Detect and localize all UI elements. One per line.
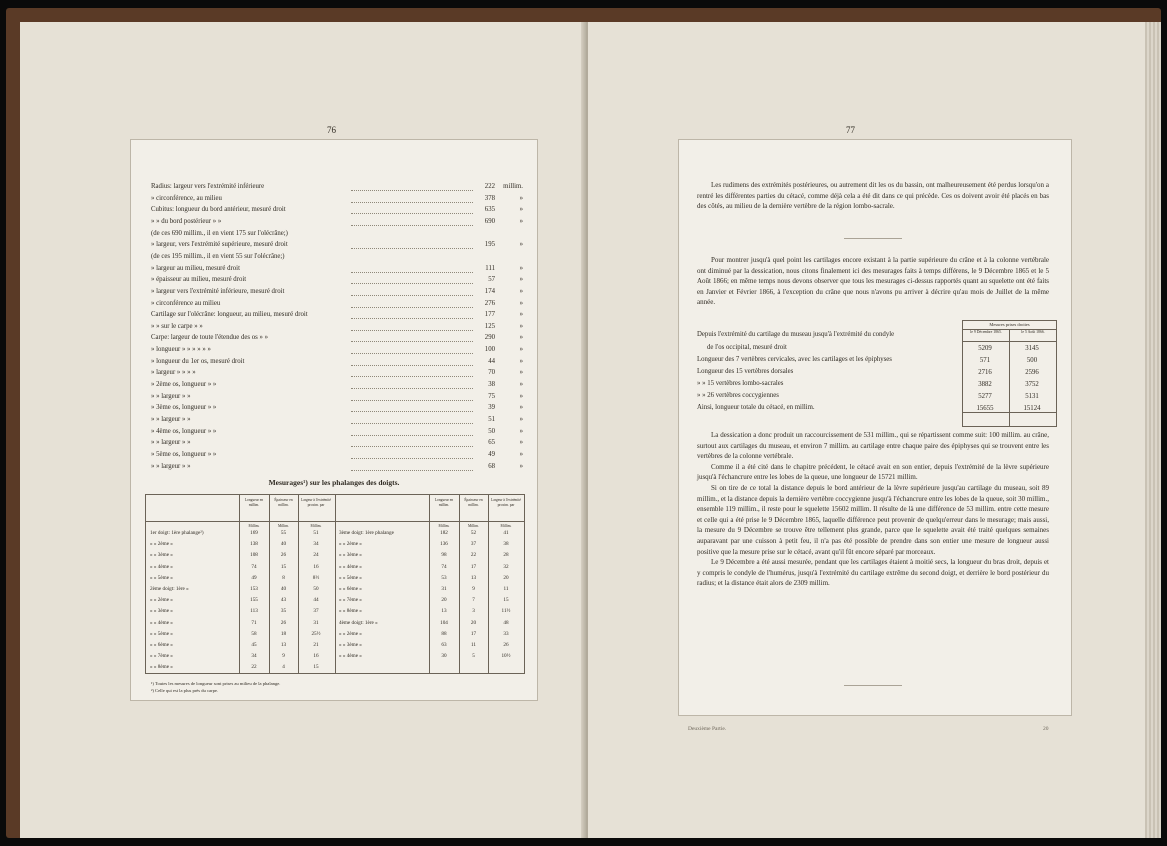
measurement-unit: » — [519, 369, 523, 377]
phalanx-label: » » 6ème » — [339, 586, 362, 592]
measurement-value: 49 — [488, 450, 495, 458]
phalanx-value: 25½ — [311, 630, 321, 637]
phalanx-label: » » 5ème » — [150, 574, 173, 581]
phalanx-value: 74 — [251, 563, 257, 570]
measurement-unit: » — [519, 392, 523, 400]
book-spread — [6, 8, 1161, 838]
phalanx-value: 45 — [251, 642, 257, 648]
phalanx-value: 155 — [250, 597, 258, 604]
column-header: Largeur à l'extrémité proxim. par — [301, 498, 331, 507]
phalanx-value: 20 — [441, 597, 447, 604]
measurement-row — [151, 265, 523, 276]
measurement-value: 222 — [484, 183, 495, 190]
phalanx-value: 49 — [251, 574, 257, 581]
phalanx-value: 26 — [280, 552, 287, 559]
measurement-label: » longueur du 1er os, mesuré droit — [151, 357, 245, 365]
phalanx-value: 34 — [251, 653, 257, 660]
measurement-unit: » — [519, 276, 523, 284]
leader-dots — [351, 365, 473, 366]
phalanx-value: 113 — [250, 608, 258, 615]
measures-value: 5131 — [1025, 393, 1039, 400]
phalanx-value: 43 — [280, 597, 287, 604]
measurement-unit: » — [519, 357, 523, 365]
measurement-row — [151, 463, 523, 474]
phalanx-value: 55 — [280, 530, 287, 536]
phalanx-value: 40 — [280, 586, 287, 592]
phalanx-value: 104 — [440, 619, 448, 626]
phalanx-value: 30 — [441, 653, 447, 660]
measurement-label: » circonférence au milieu — [151, 299, 221, 307]
phalanx-value: 71 — [251, 619, 257, 626]
footnote: ²) Celle qui est la plus près du carpe. — [151, 688, 219, 693]
unit-label: Millim. — [248, 524, 260, 528]
phalanx-value: 44 — [313, 597, 319, 604]
measurement-row — [151, 288, 523, 299]
page-number: 77 — [846, 125, 855, 135]
measurement-value: 690 — [484, 217, 495, 225]
measurement-value: 65 — [488, 439, 495, 447]
measures-table — [697, 320, 1055, 425]
phalanx-value: 51 — [313, 530, 319, 536]
measurement-unit: » — [519, 194, 523, 202]
measures-row-label: Longueur des 7 vertèbres cervicales, avec les cartilages et les épiphyses — [697, 356, 892, 363]
paragraph-text: La dessication a donc produit un raccourcissement de 531 millim., qui se répartissent comme suit: 100 millim. au crâne, surtout aux cartilages du museau, et environ 7 millim. au cartilage entre chaque paire des épiphyses qui se trouvent entre les vertèbres de la colonne vertébrale. — [697, 431, 1049, 461]
phalanx-label: » » 8ème » — [339, 608, 362, 615]
measurement-label: » épaisseur au milieu, mesuré droit — [151, 276, 247, 284]
measures-header: Mesures prises droites — [989, 322, 1030, 327]
measurement-unit: » — [519, 404, 523, 412]
column-header: Épaisseur en millim. — [464, 498, 483, 507]
measurement-row — [151, 381, 523, 392]
phalanx-label: » » 3ème » — [339, 552, 362, 559]
phalanx-value: 17 — [470, 630, 477, 637]
phalanx-label: » » 2ème » — [150, 541, 173, 548]
measurement-unit: » — [519, 439, 523, 447]
leader-dots — [351, 458, 473, 459]
measurement-value: 68 — [488, 462, 495, 470]
phalanx-value: 34 — [313, 541, 319, 548]
measurement-value: 51 — [488, 416, 495, 423]
phalanx-value: 40 — [280, 541, 287, 548]
phalanx-value: 32 — [503, 563, 509, 570]
measurement-row — [151, 253, 523, 264]
phalanx-value: 48 — [503, 619, 509, 626]
phalanx-value: 35 — [280, 608, 287, 615]
separator — [844, 238, 902, 239]
measurement-unit: » — [519, 334, 523, 342]
phalanx-value: 26 — [280, 619, 287, 626]
phalanges-heading: Mesurages¹) sur les phalanges des doigts. — [268, 478, 400, 487]
measurement-row — [151, 311, 523, 322]
phalanx-value: 15 — [503, 597, 509, 604]
phalanx-value: 5 — [472, 653, 475, 660]
phalanx-label: 4ème doigt: 1ère » — [339, 619, 378, 626]
footer-signature: 20 — [1043, 726, 1049, 732]
page-number: 76 — [327, 125, 336, 135]
leader-dots — [351, 272, 473, 273]
measurement-label: (de ces 690 millim., il en vient 175 sur l'olécrâne;) — [151, 229, 288, 237]
phalanx-value: 8½ — [312, 574, 320, 581]
measurement-unit: » — [519, 462, 523, 470]
leader-dots — [351, 248, 473, 249]
measurement-row — [151, 334, 523, 345]
measurement-row — [151, 404, 523, 415]
measurement-label: » » largeur » » — [151, 416, 191, 423]
phalanx-value: 22 — [251, 664, 257, 671]
measurement-value: 57 — [488, 276, 495, 284]
measurement-unit: » — [519, 381, 523, 389]
phalanx-label: » » 3ème » — [150, 552, 173, 559]
measurement-label: » 2ème os, longueur » » — [151, 381, 217, 389]
measurement-value: 635 — [484, 206, 495, 214]
phalanx-value: 37 — [313, 608, 319, 615]
footnote: ¹) Toutes les mesures de longueur sont prises au milieu de la phalange. — [151, 681, 281, 686]
phalanx-label: » » 4ème » — [339, 653, 362, 660]
paragraph-text: Si on tire de ce total la distance depuis le bord antérieur de la lèvre supérieure jusqu'au cartilage du museau, soit 89 millim., et la distance depuis la dernière vertèbre coccygienne jusqu'à l'échancrure entre les lobes de la queue, soit 30 millim., ensemble 119 millim., il reste pour le squelette 15602 millim. Il résulte de là une différence de 53 millim. entre cette mesure et celle qui a été prise le 9 Décembre 1865, laquelle différence peut provenir de quelqu'erreur dans le mesurage; mais aussi, la mesure du 9 Décembre se trouve être tellement plus grande, parce que le squelette avait été traité quelques semaines auparavant par une cuisson à petit feu, il n'a pas été possible de prendre dans son entier une mesure de longueur aussi positive que la mesure prise sur le cétacé, avant qu'il fût encore séparé par morceaux. — [697, 483, 1050, 556]
measures-row-label: Depuis l'extrémité du cartilage du museau jusqu'à l'extrémité du condyle — [697, 331, 895, 338]
measurement-value: 177 — [484, 311, 495, 319]
measures-value: 15655 — [976, 405, 994, 412]
phalanx-label: » » 2ème » — [339, 541, 362, 548]
measurement-unit: » — [519, 450, 523, 458]
table-rule — [146, 521, 524, 522]
phalanx-value: 182 — [440, 530, 448, 536]
phalanx-value: 41 — [503, 530, 509, 536]
leader-dots — [351, 225, 473, 226]
phalanx-value: 108 — [250, 552, 258, 559]
phalanx-value: 16 — [313, 563, 319, 570]
measurement-unit: » — [519, 264, 523, 272]
measurement-label: » » du bord postérieur » » — [151, 217, 222, 225]
leader-dots — [351, 400, 473, 401]
phalanx-value: 28 — [503, 552, 509, 559]
measures-value: 3145 — [1025, 345, 1039, 352]
measurement-unit: » — [519, 322, 523, 330]
measurement-value: 125 — [484, 322, 495, 330]
measurement-value: 100 — [484, 346, 495, 354]
leader-dots — [351, 388, 473, 389]
phalanx-value: 9 — [472, 586, 475, 592]
measurement-row — [151, 428, 523, 439]
measurement-value: 174 — [484, 287, 495, 295]
phalanx-value: 136 — [440, 541, 448, 548]
leader-dots — [351, 423, 473, 424]
phalanx-label: » » 6ème » — [150, 642, 173, 648]
measurement-row — [151, 183, 523, 194]
measurement-unit: » — [519, 299, 523, 307]
phalanx-value: 74 — [441, 563, 447, 570]
measurement-row — [151, 358, 523, 369]
measures-value: 5209 — [978, 345, 992, 352]
phalanx-value: 24 — [313, 552, 319, 559]
measurement-label: » largeur au milieu, mesuré droit — [151, 264, 240, 272]
phalanx-label: » » 3ème » — [339, 642, 362, 648]
footer-part: Deuxième Partie. — [688, 726, 727, 732]
paragraph — [697, 180, 1049, 212]
paragraph — [697, 430, 1049, 589]
phalanx-value: 33 — [503, 630, 509, 637]
leader-dots — [351, 307, 473, 308]
unit-label: Millim. — [468, 524, 479, 528]
phalanx-value: 17 — [470, 563, 477, 570]
phalanx-value: 31 — [313, 619, 319, 626]
measurement-row — [151, 369, 523, 380]
phalanx-value: 13 — [470, 574, 477, 581]
paragraph-text: Le 9 Décembre a été aussi mesurée, pendant que les cartilages étaient à moitié secs, la longueur du bras droit, depuis et y compris le condyle de l'humérus, jusqu'à l'extrémité du cartilage extrême du second doigt, et derrière le bord postérieur du radius; et la distance était alors de 2309 millim. — [697, 558, 1049, 588]
phalanx-value: 31 — [441, 586, 447, 592]
measurement-label: » » sur le carpe » » — [151, 322, 203, 330]
phalanx-value: 50 — [313, 586, 319, 592]
measures-row-label: » » 15 vertèbres lombo-sacrales — [697, 380, 784, 387]
separator — [844, 685, 902, 686]
measurement-row — [151, 206, 523, 217]
phalanx-value: 15 — [280, 563, 287, 570]
measurement-value: 276 — [484, 299, 495, 307]
phalanx-value: 58 — [251, 630, 257, 637]
phalanx-label: 2ème doigt: 1ère » — [150, 586, 189, 592]
measurement-label: » longueur » » » » » » — [151, 346, 211, 354]
measures-row-label: Ainsi, longueur totale du cétacé, en millim. — [697, 404, 815, 411]
measurement-unit: » — [519, 206, 523, 214]
measurement-value: 70 — [488, 369, 495, 377]
measurement-row — [151, 195, 523, 206]
measurement-unit: » — [519, 241, 523, 249]
text-plate — [678, 139, 1072, 716]
page-edges — [1145, 22, 1161, 838]
measurement-row — [151, 393, 523, 404]
leader-dots — [351, 190, 473, 191]
leader-dots — [351, 446, 473, 447]
unit-label: Millim. — [500, 524, 512, 528]
measures-value: 5277 — [978, 393, 992, 400]
phalanx-label: » » 4ème » — [150, 563, 173, 570]
measurement-label: Carpe: largeur de toute l'étendue des os » » — [151, 334, 268, 342]
unit-label: Millim. — [310, 524, 322, 528]
phalanx-value: 13 — [441, 608, 447, 615]
measurement-label: » largeur, vers l'extrémité supérieure, mesuré droit — [151, 241, 288, 249]
unit-label: Millim. — [438, 524, 450, 528]
measurement-label: » largeur vers l'extrémité inférieure, mesuré droit — [151, 287, 285, 295]
paragraph-text: Les rudimens des extrémités postérieures, ou autrement dit les os du bassin, ont malheureusement été perdus lorsqu'on a rentré les différentes parties du cétacé, comme déjà cela a été dit dans ce qui précède. Ces os doivent avoir été placés en bas des côtés, au milieu de la dernière vertèbre de la région lombo-sacrale. — [697, 181, 1049, 211]
leader-dots — [351, 330, 473, 331]
phalanx-value: 13 — [280, 642, 287, 648]
measurement-label: (de ces 195 millim., il en vient 55 sur l'olécrâne;) — [151, 252, 285, 260]
phalanx-value: 9 — [282, 653, 285, 660]
phalanx-label: » » 2ème » — [150, 597, 173, 604]
leader-dots — [351, 353, 473, 354]
measurement-label: » » largeur » » — [151, 439, 191, 447]
measurement-row — [151, 323, 523, 334]
measurement-row — [151, 218, 523, 229]
phalanx-label: » » 5ème » — [339, 574, 362, 581]
unit-label: Millim. — [278, 524, 289, 528]
measures-value: 3752 — [1025, 381, 1039, 388]
measurement-unit: » — [519, 427, 523, 435]
measurement-value: 111 — [485, 264, 495, 272]
measures-row-label: Longueur des 15 vertèbres dorsales — [697, 368, 794, 375]
measurement-label: Cubitus: longueur du bord antérieur, mesuré droit — [151, 206, 286, 214]
right-page — [588, 22, 1145, 838]
phalanx-label: » » 8ème » — [150, 664, 173, 671]
col-header: le 9 Décembre 1865. — [970, 330, 1002, 334]
measurement-unit: » — [519, 416, 523, 423]
measurement-value: 50 — [488, 427, 495, 435]
phalanx-label: » » 3ème » — [150, 608, 173, 615]
measurements-plate — [130, 139, 538, 701]
leader-dots — [351, 202, 473, 203]
measurement-label: » circonférence, au milieu — [151, 194, 222, 202]
phalanx-value: 4 — [282, 664, 285, 671]
measurement-row — [151, 451, 523, 462]
measurement-value: 44 — [488, 357, 495, 365]
measurement-unit: » — [519, 346, 523, 354]
phalanx-value: 26 — [503, 642, 509, 648]
measures-value: 2596 — [1025, 369, 1039, 376]
phalanx-value: 169 — [250, 530, 258, 536]
measurement-row — [151, 439, 523, 450]
measures-value: 15124 — [1023, 405, 1041, 412]
measurement-label: » largeur » » » » — [151, 369, 196, 377]
phalanx-value: 11 — [503, 586, 509, 592]
column-header: Largeur à l'extrémité proxim. par — [491, 498, 521, 507]
phalanx-value: 20 — [503, 574, 509, 581]
left-page — [20, 22, 585, 838]
measurement-value: 38 — [488, 381, 495, 389]
phalanx-value: 11 — [471, 642, 476, 648]
phalanx-value: 18 — [280, 630, 287, 637]
measurement-label: » 5ème os, longueur » » — [151, 450, 217, 458]
paragraph — [697, 255, 1049, 308]
leader-dots — [351, 283, 473, 284]
measurement-value: 195 — [484, 241, 495, 249]
leader-dots — [351, 213, 473, 214]
phalanx-value: 153 — [250, 586, 258, 592]
phalanx-value: 88 — [441, 630, 447, 637]
measurement-label: » 3ème os, longueur » » — [151, 404, 217, 412]
phalanx-value: 16 — [313, 653, 319, 660]
phalanx-value: 22 — [470, 552, 477, 559]
phalanx-value: 38 — [503, 541, 509, 548]
measurement-value: 290 — [484, 334, 495, 342]
phalanx-value: 138 — [250, 541, 258, 548]
measurement-unit: » — [519, 287, 523, 295]
measurement-row — [151, 230, 523, 241]
column-header: Longueur en millim. — [434, 498, 454, 507]
phalanx-label: » » 4ème » — [150, 619, 173, 626]
leader-dots — [351, 411, 473, 412]
measurement-row — [151, 241, 523, 252]
measurement-unit: » — [519, 217, 523, 225]
phalanx-value: 63 — [441, 642, 447, 648]
measurement-unit: » — [519, 311, 523, 319]
measures-value: 3882 — [978, 381, 992, 388]
measures-row-label: » » 26 vertèbres coccygiennes — [697, 392, 779, 399]
measurement-label: » » largeur » » — [151, 392, 191, 400]
measures-row-label: de l'os occipital, mesuré droit — [707, 344, 787, 351]
measurement-value: 378 — [484, 194, 495, 202]
measurement-row — [151, 276, 523, 287]
leader-dots — [351, 435, 473, 436]
phalanx-label: 3ème doigt: 1ère phalange — [339, 530, 394, 536]
measures-value: 500 — [1026, 357, 1038, 364]
phalanx-value: 3 — [472, 608, 475, 615]
phalanx-label: » » 7ème » — [150, 653, 173, 660]
col-header: le 5 Août 1866. — [1021, 330, 1045, 334]
phalanx-label: » » 2ème » — [339, 630, 362, 637]
measurement-value: 39 — [488, 404, 495, 412]
measurement-row — [151, 300, 523, 311]
phalanx-value: 53 — [441, 574, 447, 581]
measurement-label: Radius: largeur vers l'extrémité inférieure — [151, 183, 265, 190]
paragraph-text: Comme il a été cité dans le chapitre précédent, le cétacé avait en son entier, depuis l'extrémité de la lèvre supérieure jusqu'à l'échancrure entre les lobes de la queue, une longueur de 15721 millim. — [697, 462, 1049, 482]
phalanx-value: 11½ — [501, 608, 511, 615]
phalanx-value: 21 — [313, 642, 319, 648]
paragraph-text: Pour montrer jusqu'à quel point les cartilages encore existant à la partie supérieure du crâne et à la colonne vertébrale ont diminué par la dessication, nous citons finalement ici des mesurages faits à temps différens, le 9 Décembre 1865 et le 5 Août 1866; en même temps nous devons observer que tous les mesurages ci-dessus rapportés quant au squelette ont été faits en Janvier et Février 1866, à l'exception du crâne que nous n'avons pu arriver à décrire qu'au mois de Juillet de la même année. — [697, 256, 1049, 307]
measurement-label: Cartilage sur l'olécrâne: longueur, au milieu, mesuré droit — [151, 311, 308, 319]
phalanx-value: 37 — [470, 541, 477, 548]
measures-value: 2716 — [978, 369, 992, 376]
leader-dots — [351, 376, 473, 377]
phalanges-table — [145, 494, 525, 674]
leader-dots — [351, 295, 473, 296]
leader-dots — [351, 318, 473, 319]
column-header: Longueur en millim. — [244, 498, 264, 507]
measurement-row — [151, 416, 523, 427]
column-header: Épaisseur en millim. — [274, 498, 293, 507]
measures-value: 571 — [979, 357, 991, 364]
phalanx-value: 7 — [472, 597, 475, 604]
phalanx-value: 10½ — [501, 653, 511, 660]
phalanx-value: 8 — [282, 574, 285, 581]
leader-dots — [351, 341, 473, 342]
measurement-label: » » largeur » » — [151, 462, 191, 470]
phalanx-label: » » 7ème » — [339, 597, 362, 604]
phalanx-value: 52 — [470, 530, 477, 536]
phalanx-value: 20 — [470, 619, 477, 626]
phalanx-value: 15 — [313, 664, 319, 671]
measurement-unit: millim. — [503, 183, 523, 190]
phalanx-label: » » 5ème » — [150, 630, 173, 637]
leader-dots — [351, 470, 473, 471]
phalanx-label: » » 4ème » — [339, 563, 362, 570]
measurement-label: » 4ème os, longueur » » — [151, 427, 217, 435]
phalanx-value: 98 — [441, 552, 447, 559]
measurement-row — [151, 346, 523, 357]
phalanx-label: 1er doigt: 1ère phalange²) — [150, 530, 204, 536]
measurement-value: 75 — [488, 392, 495, 400]
